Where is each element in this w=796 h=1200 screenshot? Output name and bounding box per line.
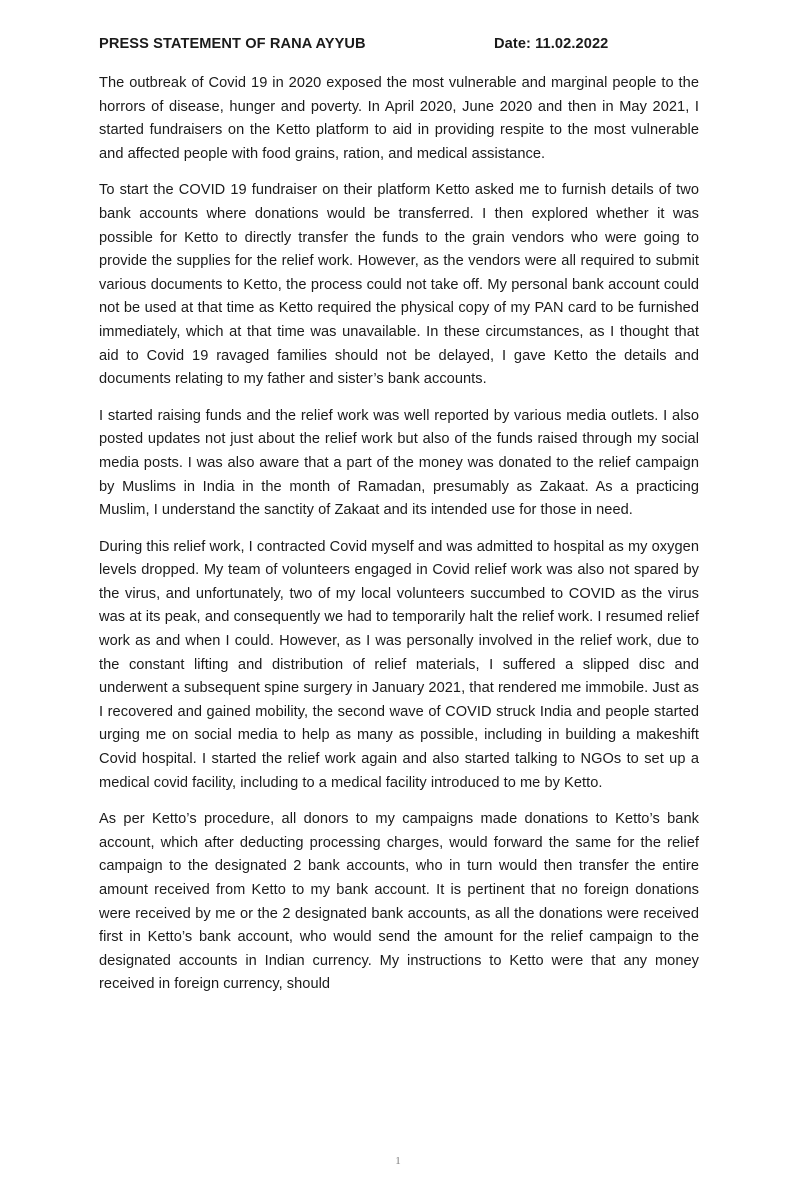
paragraph-ketto-procedure: As per Ketto’s procedure, all donors to my campaigns made donations to Ketto’s bank account, which after deducting processing charges, would forward the same for the relief campaign to the designated 2 bank accounts, who in turn would then transfer the entire amount received from Ketto to my bank account. It is pertinent that no foreign donations were received by me or the 2 designated bank accounts, as all the donations were received first in Ketto’s bank account, who would send the amount for the relief campaign to the designated accounts in Indian currency. My instructions to Ketto were that any money received in foreign currency, should bbox=[99, 811, 699, 993]
page-number: 1 bbox=[395, 1155, 401, 1167]
statement-date: Date: 11.02.2022 bbox=[494, 36, 609, 52]
document-header bbox=[99, 36, 699, 58]
paragraph-fundraising: I started raising funds and the relief work was well reported by various media outlets. I also posted updates not just about the relief work but also of the funds raised through my social media posts. I was also aware that a part of the money was donated to the relief campaign by Muslims in India in the month of Ramadan, presumably as Zakaat. As a practicing Muslim, I understand the sanctity of Zakaat and its intended use for those in need. bbox=[99, 407, 699, 519]
paragraph-covid-outbreak: The outbreak of Covid 19 in 2020 exposed the most vulnerable and marginal people to the horrors of disease, hunger and poverty. In April 2020, June 2020 and then in May 2021, I started fundraisers on the Ketto platform to aid in providing respite to the most vulnerable and affected people with food grains, ration, and medical assistance. bbox=[99, 75, 699, 162]
statement-body bbox=[99, 72, 699, 1010]
paragraph-bank-accounts: To start the COVID 19 fundraiser on their platform Ketto asked me to furnish details of two bank accounts where donations would be transferred. I then explored whether it was possible for Ketto to directly transfer the funds to the grain vendors who were going to provide the supplies for the relief work. However, as the vendors were all required to submit various documents to Ketto, the process could not take off. My personal bank account could not be used at that time as Ketto required the physical copy of my PAN card to be furnished immediately, which at that time was unavailable. In these circumstances, as I thought that aid to Covid 19 ravaged families should not be delayed, I gave Ketto the details and documents relating to my father and sister’s bank accounts. bbox=[99, 182, 699, 388]
paragraph-relief-work: During this relief work, I contracted Covid myself and was admitted to hospital as my oxygen levels dropped. My team of volunteers engaged in Covid relief work was also not spared by the virus, and unfortunately, two of my local volunteers succumbed to COVID as the virus was at its peak, and consequently we had to temporarily halt the relief work. I resumed relief work as and when I could. However, as I was personally involved in the relief work, due to the constant lifting and distribution of relief materials, I suffered a slipped disc and underwent a subsequent spine surgery in January 2021, that rendered me immobile. Just as I recovered and gained mobility, the second wave of COVID struck India and people started urging me on social media to help as many as possible, including in building a makeshift Covid hospital. I started the relief work again and also started talking to NGOs to set up a medical covid facility, including to a medical facility introduced to me by Ketto. bbox=[99, 538, 699, 791]
press-statement-title: PRESS STATEMENT OF RANA AYYUB bbox=[99, 36, 366, 52]
